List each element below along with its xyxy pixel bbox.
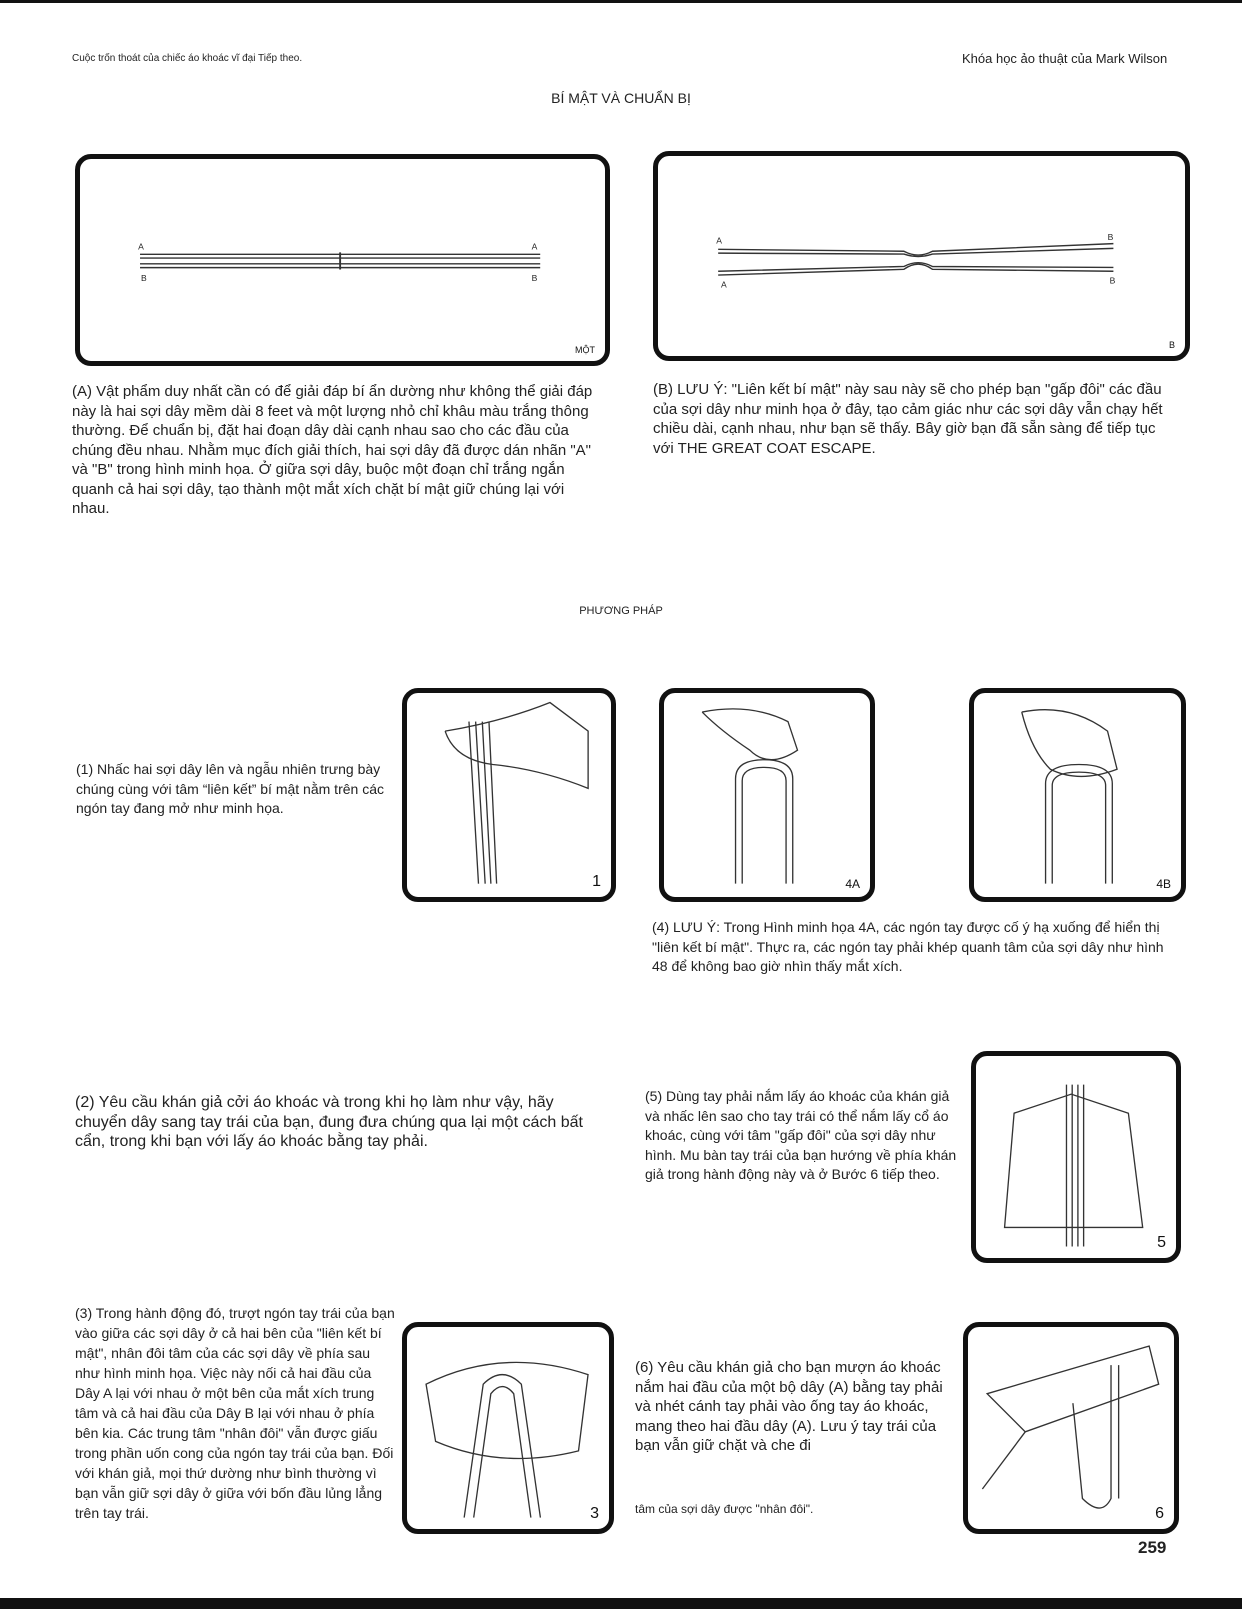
hand-rope-illustration bbox=[407, 693, 611, 897]
closed-hand-illustration bbox=[974, 693, 1181, 897]
figure-b bbox=[653, 151, 1190, 361]
figure-4a bbox=[659, 688, 875, 902]
figure-1 bbox=[402, 688, 616, 902]
method-heading: PHƯƠNG PHÁP bbox=[579, 605, 663, 617]
hand-link-illustration bbox=[664, 693, 870, 897]
page-number: 259 bbox=[1138, 1538, 1167, 1557]
svg-text:B: B bbox=[140, 272, 147, 283]
paragraph-a: (A) Vật phẩm duy nhất cần có để giải đáp bí ẩn dường như không thể giải đáp này là hai sợi dây mềm dài 8 feet và một lượng nhỏ chỉ khâu màu trắng thông thường. Để chuẩn bị, đặt hai đoạn dây dài cạnh nhau sao cho các đầu của chúng đều nhau. Nhằm mục đích giải thích, hai sợi dây đã được dán nhãn "A" và "B" trong hình minh họa. Ở giữa sợi dây, buộc một đoạn chỉ trắng ngắn quanh cả hai sợi dây, tạo thành một mắt xích chặt bí mật giữ chúng lại với nhau. bbox=[72, 383, 593, 517]
step-1-text: (1) Nhấc hai sợi dây lên và ngẫu nhiên trưng bày chúng cùng với tâm “liên kết” bí mật nằm trên các ngón tay đang mở như minh họa. bbox=[76, 761, 384, 816]
figure-3 bbox=[402, 1322, 614, 1534]
svg-text:B: B bbox=[531, 272, 538, 283]
svg-text:B: B bbox=[1107, 231, 1114, 242]
running-header-left: Cuộc trốn thoát của chiếc áo khoác vĩ đại Tiếp theo. bbox=[72, 53, 303, 64]
step-5-text: (5) Dùng tay phải nắm lấy áo khoác của khán giả và nhấc lên sao cho tay trái có thể nắm lấy cổ áo khoác, cùng với tâm "gấp đôi" của sợi dây như hình. Mu bàn tay trái của bạn hướng về phía khán giả trong hành động này và ở Bước 6 tiếp theo. bbox=[645, 1088, 957, 1182]
arm-sleeve-illustration bbox=[968, 1327, 1174, 1529]
section-title: BÍ MẬT VÀ CHUẨN BỊ bbox=[551, 90, 691, 106]
figure-label: 3 bbox=[590, 1505, 599, 1522]
figure-label: MỘT bbox=[575, 345, 595, 355]
step-2-text: (2) Yêu cầu khán giả cởi áo khoác và trong khi họ làm như vậy, hãy chuyển dây sang tay trái của bạn, đung đưa chúng qua lại một cách bất cẩn, trong khi bạn với lấy áo khoác bằng tay phải. bbox=[75, 1094, 583, 1150]
rope-illustration bbox=[80, 159, 605, 361]
figure-label: 4B bbox=[1156, 877, 1171, 891]
paragraph-b: (B) LƯU Ý: "Liên kết bí mật" này sau này sẽ cho phép bạn "gấp đôi" các đầu của sợi dây như minh họa ở đây, tạo cảm giác như các sợi dây vẫn chạy hết chiều dài, cạnh nhau, như bạn sẽ thấy. Bây giờ bạn đã sẵn sàng để tiếp tục với THE GREAT COAT ESCAPE. bbox=[653, 381, 1163, 457]
step-6-text-continued: tâm của sợi dây được "nhân đôi". bbox=[635, 1502, 814, 1516]
figure-4b bbox=[969, 688, 1186, 902]
bottom-border bbox=[0, 1598, 1242, 1609]
figure-label: 1 bbox=[592, 873, 601, 890]
doubled-rope-illustration bbox=[658, 156, 1185, 356]
coat-rope-illustration bbox=[976, 1056, 1176, 1258]
figure-label: 5 bbox=[1157, 1234, 1166, 1251]
running-header-right: Khóa học ảo thuật của Mark Wilson bbox=[962, 51, 1168, 66]
figure-label: 4A bbox=[845, 877, 860, 891]
step-3-text: (3) Trong hành động đó, trượt ngón tay trái của bạn vào giữa các sợi dây ở cả hai bên của "liên kết bí mật", nhân đôi tâm của các sợi dây về phía sau như hình minh họa. Việc này nối cả hai đầu của Dây A lại với nhau ở một bên của mắt xích trung tâm và cả hai đầu của Dây B lại với nhau ở phía bên kia. Các trung tâm "nhân đôi" vẫn được giấu trong phần uốn cong của ngón tay trái của bạn. Đối với khán giả, mọi thứ dường như bình thường vì bạn vẫn giữ sợi dây ở giữa với bốn đầu lủng lẳng trên tay trái. bbox=[75, 1305, 395, 1521]
figure-one bbox=[75, 154, 610, 366]
figure-label: B bbox=[1168, 340, 1175, 350]
svg-text:A: A bbox=[531, 241, 538, 252]
step-4-text: (4) LƯU Ý: Trong Hình minh họa 4A, các ngón tay được cố ý hạ xuống để hiển thị "liên kết bí mật". Thực ra, các ngón tay phải khép quanh tâm của sợi dây như hình 48 để không bao giờ nhìn thấy mắt xích. bbox=[652, 919, 1164, 974]
figure-5 bbox=[971, 1051, 1181, 1263]
svg-text:A: A bbox=[138, 241, 144, 252]
top-border bbox=[0, 0, 1242, 3]
figure-label: 6 bbox=[1155, 1505, 1164, 1522]
step-6-text: (6) Yêu cầu khán giả cho bạn mượn áo khoác nắm hai đầu của một bộ dây (A) bằng tay phải và nhét cánh tay phải vào ống tay áo khoác, mang theo hai đầu dây (A). Lưu ý tay trái của bạn vẫn giữ chặt và che đi bbox=[635, 1359, 943, 1454]
figure-6 bbox=[963, 1322, 1179, 1534]
svg-text:B: B bbox=[1109, 275, 1116, 286]
doubling-hands-illustration bbox=[407, 1327, 609, 1529]
svg-text:A: A bbox=[716, 235, 722, 246]
svg-text:A: A bbox=[721, 279, 727, 290]
